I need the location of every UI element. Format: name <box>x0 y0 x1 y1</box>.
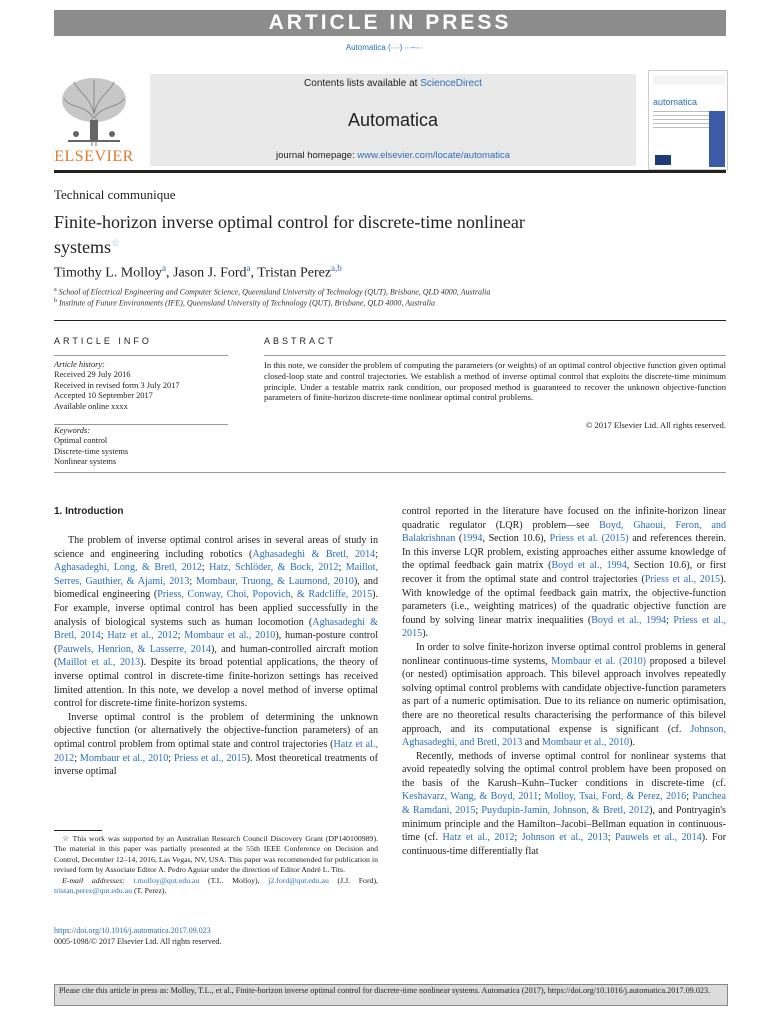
cover-title: automatica <box>653 97 698 107</box>
email-label: E-mail addresses: <box>62 875 125 885</box>
citation-link[interactable]: Boyd, Ghaoui, Feron, and Balakrishnan <box>402 519 726 545</box>
journal-homepage-link[interactable]: www.elsevier.com/locate/automatica <box>357 150 510 161</box>
homepage-prefix: journal homepage: <box>276 150 355 161</box>
citation-link[interactable]: Mombaur et al., 2010 <box>79 752 169 764</box>
keyword-item: Discrete-time systems <box>54 446 129 456</box>
homepage-line <box>150 150 636 161</box>
body-column-left <box>54 534 378 779</box>
body-column-right <box>402 505 726 858</box>
email-owner: (T. Perez). <box>133 886 167 896</box>
cover-header-strip <box>653 75 725 85</box>
email-link[interactable]: tristan.perez@qut.edu.au <box>54 886 132 896</box>
article-info-rule <box>54 355 228 356</box>
email-owner: (T.L. Molloy), <box>208 875 260 885</box>
citation-link[interactable]: Panchea & Ramdani, 2015 <box>402 791 727 817</box>
author-affil-mark[interactable]: a <box>162 263 167 273</box>
citation-link[interactable]: Priess, Conway, Choi, Popovich, & Radcliffe, 2015 <box>157 589 373 601</box>
doi-link[interactable]: https://doi.org/10.1016/j.automatica.2017.09.023 <box>54 926 211 935</box>
footnotes <box>54 834 378 896</box>
citation-link[interactable]: Molloy, Tsai, Ford, & Perez, 2016 <box>544 791 687 803</box>
article-info-divider <box>54 424 228 425</box>
keywords-label: Keywords: <box>54 426 90 435</box>
citation-link[interactable]: Mombaur, Truong, & Laumond, 2010 <box>195 575 354 587</box>
citation-link[interactable]: Boyd et al., 1994 <box>591 614 667 626</box>
abstract-copyright: © 2017 Elsevier Ltd. All rights reserved. <box>585 420 726 430</box>
paper-title <box>54 211 654 258</box>
paper-title-line2: systems <box>54 237 112 257</box>
paragraph: control reported in the literature have focused on the infinite-horizon linear quadratic regulator (LQR) problem—see Boyd, Ghaoui, Feron, and Balakrishnan (1994, Section 10.6), Priess et al. (2015) and references therein. In this inverse LQR problem, existing approaches either assume knowledge of the optimal feedback gain matrix (Boyd et al., 1994, Section 10.6), or first recover it from the optimal state and control trajectories (Priess et al., 2015). With knowledge of the optimal feedback gain matrix, the objective-function parameters (i.e., weighting matrices) of the quadratic objective function are found by solving linear matrix inequalities (Boyd et al., 1994; Priess et al., 2015). <box>402 506 727 640</box>
abstract-text: In this note, we consider the problem of computing the parameters (or weights) of an optimal control objective function given optimal closed-loop state and control trajectories. We establish a method of inverse optimal control that exploits the discrete-time minimum principle. Under a testable matrix rank condition, our proposed method is guaranteed to recover the unknown objective-function parameters of finite-horizon discrete-time nonlinear optimal control problems. <box>264 360 726 403</box>
citation-link[interactable]: Mombaur et al., 2010 <box>541 737 630 749</box>
citation-link[interactable]: Priess et al., 2015 <box>644 573 721 585</box>
author-name: Timothy L. Molloy <box>54 265 163 281</box>
citation-link[interactable]: Aghasadeghi, Long, & Bretl, 2012 <box>54 562 202 574</box>
paragraph: Recently, methods of inverse optimal control for nonlinear systems that avoid repeatedly solving the optimal control problem have been proposed on the basis of the Karush–Kuhn–Tucker conditions in discrete-time (cf. Keshavarz, Wang, & Boyd, 2011; Molloy, Tsai, Ford, & Perez, 2016; Panchea & Ramdani, 2015; Puydupin-Jamin, Johnson, & Bretl, 2012), and Pontryagin's minimum principle and the Hamilton–Jacobi–Bellman equation in continuous-time (cf. Hatz et al., 2012; Johnson et al., 2013; Pauwels et al., 2014). For continuous-time differentially flat <box>402 750 727 857</box>
email-link[interactable]: t.molloy@qut.edu.au <box>133 875 200 885</box>
paper-title-line1: Finite-horizon inverse optimal control for discrete-time nonlinear <box>54 212 525 232</box>
affiliation-text: School of Electrical Engineering and Computer Science, Queensland University of Technology (QUT), Brisbane, QLD 4000, Australia <box>58 287 491 297</box>
elsevier-wordmark: ELSEVIER <box>54 148 134 165</box>
contents-line <box>150 78 636 89</box>
citation-link[interactable]: Mombaur et al. (2010) <box>551 655 647 667</box>
cover-publisher-logo <box>655 155 671 165</box>
affiliation-text: Institute of Future Environments (IFE), Queensland University of Technology (QUT), Brisbane, QLD 4000, Australia <box>59 298 436 308</box>
citation-link[interactable]: Hatz, Schlöder, & Bock, 2012 <box>209 562 339 574</box>
email-link[interactable]: j2.ford@qut.edu.au <box>268 875 329 885</box>
citation-link[interactable]: Pauwels, Henrion, & Lasserre, 2014 <box>57 643 211 655</box>
header-rule <box>54 170 726 173</box>
introduction-heading: 1. Introduction <box>54 506 124 517</box>
paragraph: The problem of inverse optimal control arises in several areas of study in science and engineering including robotics (Aghasadeghi & Bretl, 2014; Aghasadeghi, Long, & Bretl, 2012; Hatz, Schlöder, & Bock, 2012; Maillot, Serres, Gauthier, & Ajami, 2013; Mombaur, Truong, & Laumond, 2010), and biomedical engineering (Priess, Conway, Choi, Popovich, & Radcliffe, 2015). For example, inverse optimal control has been applied successfully in the analysis of biological systems such as human locomotion (Aghasadeghi & Bretl, 2014; Hatz et al., 2012; Mombaur et al., 2010), human-posture control (Pauwels, Henrion, & Lasserre, 2014), and human-controlled aircraft motion (Maillot et al., 2013). Despite its broad potential applications, the theory of inverse optimal control in discrete-time finite-horizon settings has received limited attention. In this note, we develop a novel method of inverse optimal control for discrete-time finite-horizon systems. <box>54 535 379 710</box>
citation-link[interactable]: Maillot, Serres, Gauthier, & Ajami, 2013 <box>54 562 379 587</box>
journal-code-suffix: (∙∙∙∙) ∙∙∙–∙∙∙ <box>388 43 423 52</box>
citation-link[interactable]: Puydupin-Jamin, Johnson, & Bretl, 2012 <box>481 805 650 817</box>
issn-line: 0005-1098/© 2017 Elsevier Ltd. All rights reserved. <box>54 937 222 946</box>
footnote-rule <box>54 830 102 831</box>
citation-link[interactable]: Maillot et al., 2013 <box>57 657 141 669</box>
citation-link[interactable]: Mombaur et al., 2010 <box>184 630 276 642</box>
citation-link[interactable]: Johnson et al., 2013 <box>521 832 608 844</box>
abstract-heading: ABSTRACT <box>264 336 337 346</box>
citation-link[interactable]: Priess et al. (2015) <box>549 533 629 545</box>
title-block-rule <box>54 320 726 321</box>
citation-link[interactable]: Priess et al., 2015 <box>402 614 727 640</box>
paragraph: Inverse optimal control is the problem of determining the unknown objective function (or alternatively the objective-function parameters) of an optimal control problem from optimal state and control trajectories (Hatz et al., 2012; Mombaur et al., 2010; Priess et al., 2015). Most theoretical treatments of inverse optimal <box>54 711 378 778</box>
funding-footnote: This work was supported by an Australian Research Council Discovery Grant (DP140100989). The material in this paper was partially presented at the 55th IEEE Conference on Decision and Control, December 12–14, 2016, Las Vegas, NV, USA. This paper was recommended for publication in revised form by Associate Editor A. Pedro Aguiar under the direction of Editor André L. Tits. <box>54 834 378 875</box>
keyword-item: Nonlinear systems <box>54 457 117 467</box>
journal-title: Automatica <box>347 110 439 130</box>
affiliation-mark: a <box>54 287 57 293</box>
article-type: Technical communique <box>54 187 176 202</box>
article-history <box>54 360 180 412</box>
cover-text-lines <box>653 111 709 131</box>
citation-link[interactable]: Hatz et al., 2012 <box>54 738 378 764</box>
sciencedirect-link[interactable]: ScienceDirect <box>420 78 482 89</box>
keywords-block <box>54 426 128 468</box>
email-owner: (J.J. Ford), <box>337 875 378 885</box>
article-in-press-banner: ARTICLE IN PRESS <box>54 10 726 36</box>
keyword-item: Optimal control <box>54 436 108 446</box>
title-footnote-star[interactable]: ☆ <box>111 238 120 249</box>
front-matter-rule <box>54 472 726 473</box>
citation-link[interactable]: Aghasadeghi & Bretl, 2014 <box>252 548 376 560</box>
paragraph: In order to solve finite-horizon inverse optimal control problems in general nonlinear continuous-time systems, Mombaur et al. (2010) proposed a bilevel (or nested) optimisation approach. This bilevel approach involves repeatedly solving optimal control problems with candidate objective-function parameters as part of a numeric optimisation. Due to its reliance on numeric optimisation, there are no theoretical results characterising the performance of this bilevel approach, and its computational expense is significant (cf. Johnson, Aghasadeghi, and Bretl, 2013 and Mombaur et al., 2010). <box>402 641 727 749</box>
journal-cover-thumbnail <box>648 70 728 170</box>
footnote-star-mark: ☆ <box>62 834 70 843</box>
affiliation-mark: b <box>54 298 57 304</box>
citation-link[interactable]: Priess et al., 2015 <box>173 752 247 764</box>
history-item: Received in revised form 3 July 2017 <box>54 380 180 390</box>
contents-prefix: Contents lists available at <box>304 78 418 89</box>
history-label: Article history: <box>54 360 105 369</box>
citation-link[interactable]: Pauwels et al., 2014 <box>615 832 702 844</box>
abstract-rule <box>264 355 726 356</box>
author-affil-mark[interactable]: a <box>246 263 251 273</box>
history-item: Received 29 July 2016 <box>54 370 131 380</box>
history-item: Accepted 10 September 2017 <box>54 391 153 401</box>
article-info-heading: ARTICLE INFO <box>54 336 152 346</box>
citation-link[interactable]: 1994 <box>462 533 483 545</box>
citation-link[interactable]: Keshavarz, Wang, & Boyd, 2011 <box>402 791 539 803</box>
affiliation-b <box>54 298 435 308</box>
history-item: Available online xxxx <box>54 401 128 411</box>
affiliation-a <box>54 287 490 297</box>
cover-blue-band <box>709 111 725 167</box>
author-name: Jason J. Ford <box>173 265 247 281</box>
citation-link[interactable]: Boyd et al., 1994 <box>551 560 627 572</box>
author-list: Timothy L. Molloy$^a$, Jason J. Ford$^a$, Tristan Perez$^{a,b}$ <box>54 263 342 281</box>
citation-link[interactable]: Hatz et al., 2012 <box>107 630 178 642</box>
citation-link[interactable]: Aghasadeghi & Bretl, 2014 <box>54 616 378 642</box>
citation-link[interactable]: Hatz et al., 2012 <box>442 832 515 844</box>
journal-code-line[interactable] <box>0 43 768 52</box>
citation-box: Please cite this article in press as: Molloy, T.L., et al., Finite-horizon inverse optimal control for discrete-time nonlinear systems. Automatica (2017), https://doi.org/10.1016/j.automatica.2017.09.023. <box>54 984 728 1006</box>
author-affil-mark[interactable]: a,b <box>331 263 342 273</box>
citation-link[interactable]: Johnson, Aghasadeghi, and Bretl, 2013 <box>402 723 726 749</box>
journal-code-name: Automatica <box>345 43 386 52</box>
author-name: Tristan Perez <box>257 265 332 281</box>
